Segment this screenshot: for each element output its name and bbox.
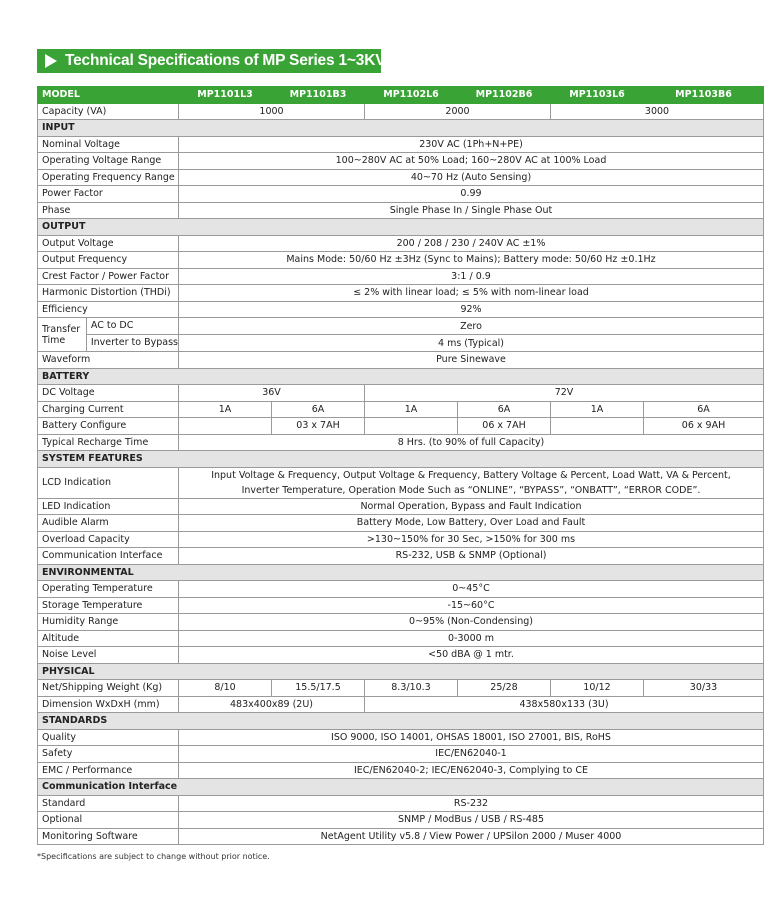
title-bar xyxy=(37,49,396,73)
play-arrow-icon xyxy=(45,54,57,68)
cell-value: 72V xyxy=(365,385,764,402)
row-label: Operating Temperature xyxy=(38,581,179,598)
row-label: DC Voltage xyxy=(38,385,179,402)
table-row xyxy=(38,252,764,269)
model-name: MP1103L6 xyxy=(551,87,644,104)
cell-value: Mains Mode: 50/60 Hz ±3Hz (Sync to Mains); Battery mode: 50/60 Hz ±0.1Hz xyxy=(179,252,764,269)
row-label: Quality xyxy=(38,729,179,746)
cell-value: Zero xyxy=(179,318,764,335)
section-header xyxy=(38,779,764,796)
section-title: INPUT xyxy=(38,120,764,137)
model-name: MP1103B6 xyxy=(644,87,764,104)
cell-value: 200 / 208 / 230 / 240V AC ±1% xyxy=(179,235,764,252)
section-title: SYSTEM FEATURES xyxy=(38,451,764,468)
section-title: ENVIRONMENTAL xyxy=(38,564,764,581)
row-label: Crest Factor / Power Factor xyxy=(38,268,179,285)
model-label: MODEL xyxy=(38,87,179,104)
row-label: Standard xyxy=(38,795,179,812)
cell-value: >130~150% for 30 Sec, >150% for 300 ms xyxy=(179,531,764,548)
section-header xyxy=(38,120,764,137)
table-row xyxy=(38,103,764,120)
row-label: Monitoring Software xyxy=(38,828,179,845)
table-row xyxy=(38,498,764,515)
cell-value: 1A xyxy=(551,401,644,418)
page-title: Technical Specifications of MP Series 1~3KVA xyxy=(65,52,396,69)
cell-value: ≤ 2% with linear load; ≤ 5% with nom-linear load xyxy=(179,285,764,302)
cell-value: 6A xyxy=(644,401,764,418)
table-row xyxy=(38,318,764,335)
row-label: Humidity Range xyxy=(38,614,179,631)
cell-value: 1A xyxy=(365,401,458,418)
row-label: Optional xyxy=(38,812,179,829)
table-row xyxy=(38,795,764,812)
footnote: *Specifications are subject to change without prior notice. xyxy=(37,852,270,861)
row-label: Overload Capacity xyxy=(38,531,179,548)
row-label: Safety xyxy=(38,746,179,763)
section-title: OUTPUT xyxy=(38,219,764,236)
table-row xyxy=(38,729,764,746)
cell-value: 1000 xyxy=(179,103,365,120)
row-label: Typical Recharge Time xyxy=(38,434,179,451)
row-label: Storage Temperature xyxy=(38,597,179,614)
cell-value: IEC/EN62040-1 xyxy=(179,746,764,763)
section-header xyxy=(38,713,764,730)
cell-value: 6A xyxy=(272,401,365,418)
spec-table xyxy=(37,86,764,845)
row-label: Operating Voltage Range xyxy=(38,153,179,170)
section-header xyxy=(38,368,764,385)
model-name: MP1101L3 xyxy=(179,87,272,104)
section-title: PHYSICAL xyxy=(38,663,764,680)
table-row xyxy=(38,385,764,402)
model-name: MP1102L6 xyxy=(365,87,458,104)
cell-value: 0-3000 m xyxy=(179,630,764,647)
transfer-time-label: Time xyxy=(42,334,66,346)
row-label: Harmonic Distortion (THDi) xyxy=(38,285,179,302)
cell-value: 3000 xyxy=(551,103,764,120)
cell-value: 483x400x89 (2U) xyxy=(179,696,365,713)
cell-value xyxy=(365,418,458,435)
table-row xyxy=(38,581,764,598)
cell-value: <50 dBA @ 1 mtr. xyxy=(179,647,764,664)
section-header xyxy=(38,451,764,468)
cell-value: 0.99 xyxy=(179,186,764,203)
table-row xyxy=(38,828,764,845)
cell-value: 230V AC (1Ph+N+PE) xyxy=(179,136,764,153)
transfer-time-label: Transfer xyxy=(42,323,81,335)
cell-value: 8/10 xyxy=(179,680,272,697)
model-name: MP1102B6 xyxy=(458,87,551,104)
table-row xyxy=(38,153,764,170)
row-label: Power Factor xyxy=(38,186,179,203)
cell-value: 15.5/17.5 xyxy=(272,680,365,697)
table-row xyxy=(38,630,764,647)
table-row xyxy=(38,597,764,614)
table-row xyxy=(38,434,764,451)
cell-value: Battery Mode, Low Battery, Over Load and Fault xyxy=(179,515,764,532)
header-row xyxy=(38,87,764,104)
cell-value: 92% xyxy=(179,301,764,318)
row-label: Capacity (VA) xyxy=(38,103,179,120)
cell-value: Single Phase In / Single Phase Out xyxy=(179,202,764,219)
table-row xyxy=(38,285,764,302)
table-row xyxy=(38,186,764,203)
table-row xyxy=(38,401,764,418)
table-row xyxy=(38,268,764,285)
row-label: Altitude xyxy=(38,630,179,647)
lcd-line: Input Voltage & Frequency, Output Voltage & Frequency, Battery Voltage & Percent, Load Watt, VA & Percent, xyxy=(211,469,731,481)
table-row xyxy=(38,352,764,369)
row-label: Phase xyxy=(38,202,179,219)
cell-value: 30/33 xyxy=(644,680,764,697)
table-row xyxy=(38,614,764,631)
table-row xyxy=(38,235,764,252)
table-row xyxy=(38,647,764,664)
table-row xyxy=(38,696,764,713)
row-label: EMC / Performance xyxy=(38,762,179,779)
cell-value: 03 x 7AH xyxy=(272,418,365,435)
cell-value: 25/28 xyxy=(458,680,551,697)
row-label: LED Indication xyxy=(38,498,179,515)
cell-value: Pure Sinewave xyxy=(179,352,764,369)
cell-value: 3:1 / 0.9 xyxy=(179,268,764,285)
section-header xyxy=(38,663,764,680)
row-label: Waveform xyxy=(38,352,179,369)
cell-value: 6A xyxy=(458,401,551,418)
cell-value: 2000 xyxy=(365,103,551,120)
lcd-line: Inverter Temperature, Operation Mode Such as “ONLINE”, “BYPASS”, “ONBATT”, “ERROR CODE”. xyxy=(241,484,701,496)
table-row xyxy=(38,812,764,829)
cell-value xyxy=(551,418,644,435)
row-label: Communication Interface xyxy=(38,548,179,565)
cell-value: -15~60°C xyxy=(179,597,764,614)
cell-value: RS-232, USB & SNMP (Optional) xyxy=(179,548,764,565)
row-label: LCD Indication xyxy=(38,467,179,498)
cell-value: IEC/EN62040-2; IEC/EN62040-3, Complying to CE xyxy=(179,762,764,779)
row-label: Charging Current xyxy=(38,401,179,418)
section-header xyxy=(38,564,764,581)
cell-value: NetAgent Utility v5.8 / View Power / UPSilon 2000 / Muser 4000 xyxy=(179,828,764,845)
table-row xyxy=(38,418,764,435)
cell-value: 0~45°C xyxy=(179,581,764,598)
sub-label: AC to DC xyxy=(87,318,178,335)
cell-value xyxy=(179,418,272,435)
row-label: Output Voltage xyxy=(38,235,179,252)
table-row xyxy=(38,202,764,219)
section-title: STANDARDS xyxy=(38,713,764,730)
table-row xyxy=(38,515,764,532)
row-label: Dimension WxDxH (mm) xyxy=(38,696,179,713)
row-label: Net/Shipping Weight (Kg) xyxy=(38,680,179,697)
row-label: Battery Configure xyxy=(38,418,179,435)
cell-value: ISO 9000, ISO 14001, OHSAS 18001, ISO 27001, BIS, RoHS xyxy=(179,729,764,746)
cell-value: 4 ms (Typical) xyxy=(179,335,764,352)
transfer-time-cell xyxy=(38,318,179,352)
table-row xyxy=(38,169,764,186)
cell-value: 100~280V AC at 50% Load; 160~280V AC at 100% Load xyxy=(179,153,764,170)
table-row xyxy=(38,467,764,498)
cell-value: 8.3/10.3 xyxy=(365,680,458,697)
cell-value: 06 x 9AH xyxy=(644,418,764,435)
table-row xyxy=(38,548,764,565)
section-title: BATTERY xyxy=(38,368,764,385)
row-label: Noise Level xyxy=(38,647,179,664)
cell-value: 438x580x133 (3U) xyxy=(365,696,764,713)
cell-value: 0~95% (Non-Condensing) xyxy=(179,614,764,631)
row-label: Operating Frequency Range xyxy=(38,169,179,186)
cell-value: 36V xyxy=(179,385,365,402)
cell-value: 40~70 Hz (Auto Sensing) xyxy=(179,169,764,186)
table-row xyxy=(38,746,764,763)
table-row xyxy=(38,301,764,318)
table-row xyxy=(38,136,764,153)
row-label: Nominal Voltage xyxy=(38,136,179,153)
row-label: Efficiency xyxy=(38,301,179,318)
model-name: MP1101B3 xyxy=(272,87,365,104)
section-header xyxy=(38,219,764,236)
cell-value xyxy=(179,467,764,498)
table-row xyxy=(38,680,764,697)
cell-value: 8 Hrs. (to 90% of full Capacity) xyxy=(179,434,764,451)
table-row xyxy=(38,762,764,779)
cell-value: Normal Operation, Bypass and Fault Indication xyxy=(179,498,764,515)
cell-value: 06 x 7AH xyxy=(458,418,551,435)
row-label: Audible Alarm xyxy=(38,515,179,532)
table-row xyxy=(38,531,764,548)
row-label: Output Frequency xyxy=(38,252,179,269)
cell-value: 10/12 xyxy=(551,680,644,697)
cell-value: 1A xyxy=(179,401,272,418)
sub-label: Inverter to Bypass xyxy=(90,337,178,348)
section-title: Communication Interface xyxy=(38,779,764,796)
cell-value: RS-232 xyxy=(179,795,764,812)
cell-value: SNMP / ModBus / USB / RS-485 xyxy=(179,812,764,829)
